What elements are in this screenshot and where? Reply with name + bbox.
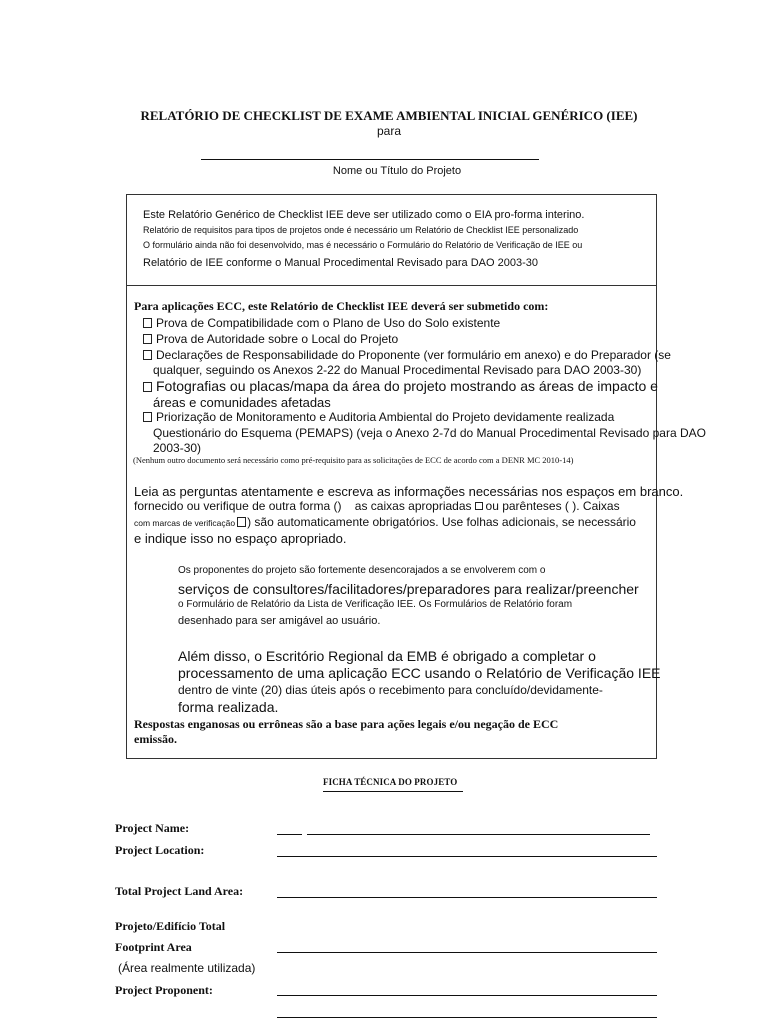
consultants-line-3: o Formulário de Relatório da Lista de Verificação IEE. Os Formulários de Relatório foram: [178, 599, 573, 610]
requirement-continuation: qualquer, seguindo os Anexos 2-22 do Manual Procedimental Revisado para DAO 2003-30): [153, 363, 642, 377]
instructions-line-2: [134, 499, 620, 513]
warning-line-2: emissão.: [134, 732, 177, 746]
warning-line-1: Respostas enganosas ou errôneas são a base para ações legais e/ou negação de ECC: [134, 717, 559, 731]
checkbox-icon[interactable]: [143, 412, 152, 422]
instructions-line-3: [134, 515, 636, 529]
requirement-label: Fotografias ou placas/mapa da área do projeto mostrando as áreas de impacto e: [156, 378, 658, 394]
consultants-line-2: serviços de consultores/facilitadores/preparadores para realizar/preencher: [178, 581, 639, 597]
project-proponent-field[interactable]: [277, 995, 657, 996]
requirement-item: [143, 378, 658, 394]
checkbox-sample-icon: [475, 502, 483, 510]
requirement-continuation: 2003-30): [153, 441, 202, 455]
project-sheet-underline: [323, 791, 463, 792]
emb-line-3: dentro de vinte (20) dias úteis após o recebimento para concluído/devidamente-: [178, 683, 603, 697]
checkbox-icon[interactable]: [143, 334, 152, 344]
emb-line-2: processamento de uma aplicação ECC usando o Relatório de Verificação IEE: [178, 665, 661, 681]
document-title: RELATÓRIO DE CHECKLIST DE EXAME AMBIENTAL INICIAL GENÉRICO (IEE): [140, 108, 638, 123]
emb-line-4: forma realizada.: [178, 699, 279, 715]
requirement-label: Prova de Compatibilidade com o Plano de Uso do Solo existente: [156, 316, 501, 330]
instructions-line-1: Leia as perguntas atentamente e escreva as informações necessárias nos espaços em branco.: [134, 484, 684, 499]
land-area-field[interactable]: [277, 897, 657, 898]
requirement-label: Declarações de Responsabilidade do Proponente (ver formulário em anexo) e do Preparador (se: [156, 348, 671, 362]
instructions-text: com marcas de verificação: [134, 518, 236, 528]
project-location-label: Project Location:: [115, 843, 205, 857]
checkbox-icon[interactable]: [143, 350, 152, 360]
footprint-area-field[interactable]: [277, 952, 657, 953]
requirement-item: [143, 348, 671, 362]
project-name-field-prefix[interactable]: [277, 834, 302, 835]
requirements-note: (Nenhum outro documento será necessário como pré-requisito para as solicitações de ECC de acordo com a DENR MC 2010-14): [133, 455, 574, 465]
checkbox-icon[interactable]: [143, 382, 152, 392]
footprint-label-3: (Área realmente utilizada): [118, 961, 256, 975]
instructions-text: as caixas apropriadas: [354, 499, 472, 513]
consultants-line-4: desenhado para ser amigável ao usuário.: [178, 615, 381, 627]
intro-line-1: Este Relatório Genérico de Checklist IEE deve ser utilizado como o EIA pro-forma interino.: [143, 209, 585, 221]
intro-line-4: Relatório de IEE conforme o Manual Procedimental Revisado para DAO 2003-30: [143, 257, 538, 269]
instructions-line-4: e indique isso no espaço apropriado.: [134, 531, 347, 546]
footprint-label-2: Footprint Area: [115, 940, 192, 954]
requirement-continuation: áreas e comunidades afetadas: [153, 395, 331, 410]
for-label: para: [376, 124, 402, 138]
land-area-label: Total Project Land Area:: [115, 884, 244, 898]
requirement-item: [143, 410, 614, 424]
project-title-field[interactable]: [201, 159, 539, 160]
intro-line-2: Relatório de requisitos para tipos de projetos onde é necessário um Relatório de Checklist IEE personalizado: [143, 225, 579, 235]
instructions-text: ) são automaticamente obrigatórios. Use folhas adicionais, se necessário: [247, 515, 636, 529]
requirements-heading: Para aplicações ECC, este Relatório de Checklist IEE deverá ser submetido com:: [134, 299, 549, 313]
checkbox-sample-icon: [237, 517, 246, 527]
project-location-field[interactable]: [277, 856, 657, 857]
project-name-field[interactable]: [307, 834, 650, 835]
project-sheet-title: FICHA TÉCNICA DO PROJETO: [323, 777, 458, 787]
requirement-continuation: Questionário do Esquema (PEMAPS) (veja o Anexo 2-7d do Manual Procedimental Revisado para DAO: [153, 426, 706, 440]
emb-line-1: Além disso, o Escritório Regional da EMB é obrigado a completar o: [178, 648, 596, 664]
requirement-item: [143, 316, 500, 330]
requirement-label: Prova de Autoridade sobre o Local do Projeto: [156, 332, 399, 346]
footprint-label-1: Projeto/Edifício Total: [115, 919, 226, 933]
project-title-caption: Nome ou Título do Projeto: [332, 165, 462, 177]
project-name-label: Project Name:: [115, 821, 190, 835]
requirement-item: [143, 332, 398, 346]
project-proponent-label: Project Proponent:: [115, 983, 213, 997]
box-divider: [126, 285, 657, 286]
instructions-text: fornecido ou verifique de outra forma (): [134, 499, 342, 513]
instructions-text: ou parênteses ( ). Caixas: [485, 499, 620, 513]
checkbox-icon[interactable]: [143, 318, 152, 328]
intro-line-3: O formulário ainda não foi desenvolvido, mas é necessário o Formulário do Relatório de Verificação de IEE ou: [143, 240, 583, 250]
requirement-label: Priorização de Monitoramento e Auditoria Ambiental do Projeto devidamente realizada: [156, 410, 615, 424]
project-proponent-field-2[interactable]: [277, 1017, 657, 1018]
consultants-line-1: Os proponentes do projeto são fortemente desencorajados a se envolverem com o: [178, 565, 546, 576]
